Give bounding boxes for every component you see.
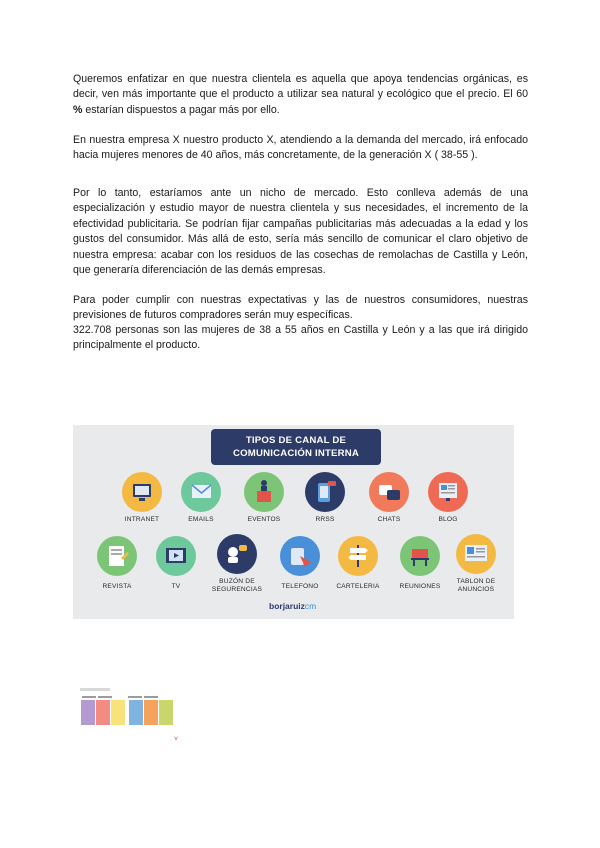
thumbnail-strip-orange [144, 700, 158, 725]
mailbox-icon [217, 534, 257, 574]
podium-icon [244, 472, 284, 512]
tablon-label-line1: TABLON DE [456, 578, 496, 585]
brand-main: borjaruiz [269, 601, 305, 611]
signpost-icon [338, 536, 378, 576]
channel-label-buzon [202, 578, 272, 594]
thumbnail-image [80, 688, 180, 743]
buzon-label-line1: BUZÓN DE [219, 578, 255, 585]
channel-label-intranet: INTRANET [124, 516, 160, 523]
channel-label-carteleria: CARTELERIA [336, 583, 380, 590]
communication-channels-infographic [73, 425, 514, 619]
infographic-title-line2: COMUNICACIÓN INTERNA [232, 448, 360, 459]
telephone-icon [280, 536, 320, 576]
tablon-label-line2: ANUNCIOS [457, 586, 495, 593]
channel-label-eventos: EVENTOS [247, 516, 281, 523]
noticeboard-icon [456, 534, 496, 574]
paragraph-organic-clientele: Queremos enfatizar en que nuestra clientela es aquella que apoya tendencias orgánicas, es decir, ven más importante que el producto a utilizar sea natural y ecológico que el precio. El 60 % estarían dispuestos a pagar más por ello. [73, 73, 528, 116]
thumbnail-strip-red [96, 700, 110, 725]
magazine-icon [97, 536, 137, 576]
buzon-label-line2: SEGURENCIAS [211, 586, 263, 593]
channel-label-reuniones: REUNIONES [399, 583, 441, 590]
paragraph-market-niche: Por lo tanto, estaríamos ante un nicho de mercado. Esto conlleva además de una especialización y estudio mayor de nuestra clientela y sus necesidades, el incremento de la efectividad publicitaria. Se podrían fijar campañas publicitarias más adecuadas a la edad y los gustos del consumidor. Más allá de esto, sería más sencillo de comunicar el claro objetivo de nuestra empresa: acabar con los residuos de las cosechas de remolachas de Castilla y León, que generaría diferenciación de las demás empresas. [73, 187, 528, 277]
thumbnail-strip-green [159, 700, 173, 725]
brand-logo [269, 601, 316, 611]
monitor-icon [122, 472, 162, 512]
brand-accent: cm [304, 601, 317, 611]
thumbnail-mark [144, 696, 158, 698]
thumbnail-mark [128, 696, 142, 698]
envelope-icon [181, 472, 221, 512]
phone-chat-icon [305, 472, 345, 512]
thumbnail-header-line [80, 688, 110, 691]
blog-icon [428, 472, 468, 512]
paragraph-expectations: Para poder cumplir con nuestras expectativas y las de nuestros consumidores, nuestras previsiones de futuros compradores serán muy específicas. [73, 294, 528, 322]
channel-label-telefono: TELEFONO [281, 583, 319, 590]
infographic-title-line1: TIPOS DE CANAL DE [245, 435, 347, 446]
channel-label-tv: TV [171, 583, 181, 590]
meeting-icon [400, 536, 440, 576]
infographic-title [211, 429, 381, 465]
channel-label-emails: EMAILS [188, 516, 214, 523]
thumbnail-strip-purple [81, 700, 95, 725]
channel-label-tablon [441, 578, 511, 594]
thumbnail-mark [82, 696, 96, 698]
paragraph-population-figure: 322.708 personas son las mujeres de 38 a 55 años en Castilla y León y a las que irá dirigido principalmente el producto. [73, 324, 528, 352]
channel-label-blog: BLOG [438, 516, 458, 523]
thumbnail-strip-blue [129, 700, 143, 725]
tv-icon [156, 536, 196, 576]
thumbnail-strip-yellow [111, 700, 125, 725]
thumbnail-mark [98, 696, 112, 698]
channel-label-chats: CHATS [377, 516, 401, 523]
channel-label-revista: REVISTA [102, 583, 132, 590]
chat-icon [369, 472, 409, 512]
paragraph-target-market: En nuestra empresa X nuestro producto X, atendiendo a la demanda del mercado, irá enfocado hacia mujeres menores de 40 años, más concretamente, de la generación X ( 38-55 ). [73, 134, 528, 162]
channel-label-rrss: RRSS [315, 516, 335, 523]
thumbnail-corner-mark: ˅ [174, 736, 179, 743]
